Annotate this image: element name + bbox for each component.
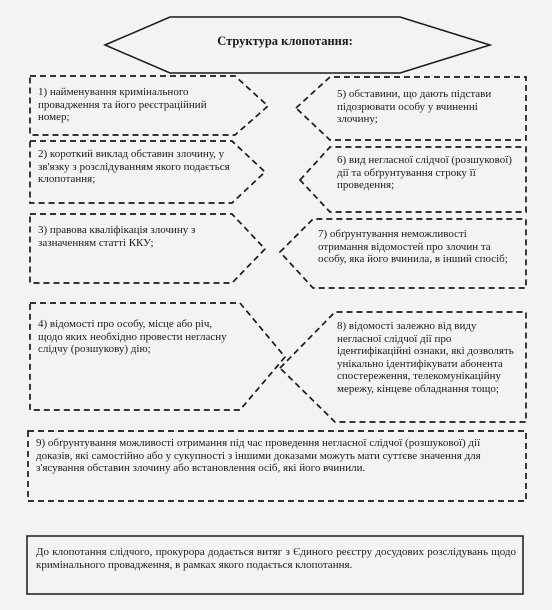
item-2-text: 2) короткий виклад обставин злочину, у зв'язку з розслідуванням якого подається клопотання; <box>38 148 230 185</box>
footer-text: До клопотання слідчого, прокурора додається витяг з Єдиного реєстру досудових розслідувань щодо кримінального провадження, в рамках якого подається клопотання. <box>36 546 516 571</box>
item-8-text: 8) відомості залежно від виду негласної слідчої дії про ідентифікаційні ознаки, які дозволять унікально ідентифікувати абонента спостереження, телекомунікаційну мережу, кінцеве обладнання тощо; <box>337 320 514 395</box>
item-1-text: 1) найменування кримінального провадження та його реєстраційний номер; <box>38 86 207 123</box>
item-6-text: 6) вид негласної слідчої (розшукової) дії та обґрунтування строку її проведення; <box>337 154 512 191</box>
item-5-text: 5) обставини, що дають підстави підозрювати особу у вчиненні злочину; <box>337 88 492 125</box>
item-3-text: 3) правова кваліфікація злочину з зазначенням статті ККУ; <box>38 224 196 249</box>
item-4-text: 4) відомості про особу, місце або річ, щодо яких необхідно провести негласну слідчу (розшукову) дію; <box>38 318 227 355</box>
title: Структура клопотання: <box>217 34 353 48</box>
item-7-text: 7) обґрунтування неможливості отримання відомостей про злочин та особу, яка його вчинила, в інший спосіб; <box>318 228 508 265</box>
item-9-text: 9) обґрунтування можливості отримання під час проведення негласної слідчої (розшукової) дії доказів, які самостійно або у сукупності з іншими доказами можуть мати суттєве значення для з'ясування обставин злочину або встановлення осіб, які його вчинили. <box>36 437 481 474</box>
